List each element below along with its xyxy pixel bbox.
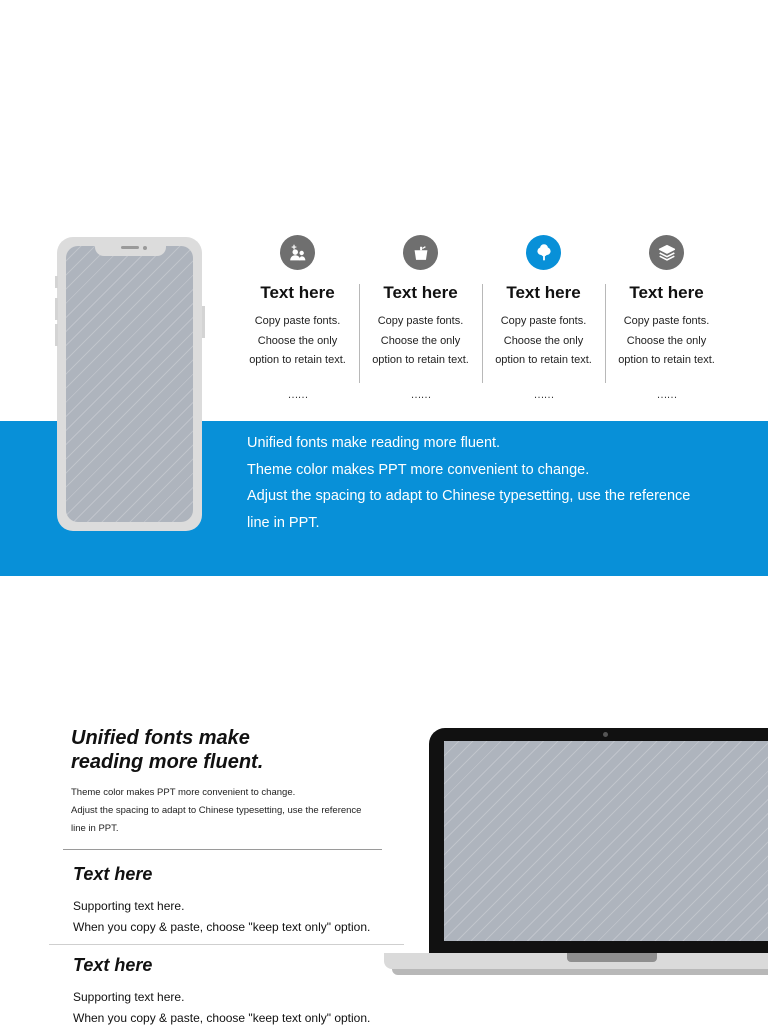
item-supporting-text: Supporting text here.	[73, 990, 185, 1004]
feature-body-line: Copy paste fonts.	[377, 315, 464, 327]
feature-body-line: option to retain text.	[249, 354, 346, 366]
slide-intro	[71, 784, 391, 838]
band-text-line: line in PPT.	[247, 514, 320, 531]
phone-speaker	[121, 246, 139, 249]
slide-intro-line: Adjust the spacing to adapt to Chinese typesetting, use the reference	[71, 805, 362, 816]
band-text	[247, 430, 717, 536]
feature-body-line: option to retain text.	[618, 354, 715, 366]
feature-title: Text here	[629, 283, 704, 302]
laptop-foot	[392, 969, 768, 975]
feature-body-line: Choose the only	[257, 334, 338, 347]
item-supporting-text: Supporting text here.	[73, 899, 185, 913]
feature-body	[482, 312, 605, 371]
feature-column-4	[605, 235, 728, 401]
phone-camera	[143, 246, 147, 250]
slide-title-line: reading more fluent.	[71, 751, 264, 773]
column-divider	[605, 284, 606, 383]
item-title: Text here	[73, 955, 153, 975]
laptop-notch	[567, 953, 657, 962]
slide-intro-line: Theme color makes PPT more convenient to change.	[71, 787, 296, 798]
feature-title: Text here	[383, 283, 458, 302]
feature-body-line: Copy paste fonts.	[254, 315, 341, 327]
laptop-camera	[603, 732, 608, 737]
phone-volume-up-button	[55, 298, 58, 320]
feature-ellipsis: ……	[656, 388, 677, 401]
column-divider	[359, 284, 360, 383]
feature-body-line: option to retain text.	[495, 354, 592, 366]
item-divider	[49, 944, 404, 945]
feature-title: Text here	[260, 283, 335, 302]
slide-intro-line: line in PPT.	[71, 823, 119, 834]
feature-body-line: option to retain text.	[372, 354, 469, 366]
section-divider	[63, 849, 382, 850]
layers-icon	[649, 235, 684, 270]
feature-body-line: Copy paste fonts.	[500, 315, 587, 327]
people-icon	[280, 235, 315, 270]
feature-ellipsis: ……	[533, 388, 554, 401]
column-divider	[482, 284, 483, 383]
laptop-screen-placeholder[interactable]	[444, 741, 768, 941]
feature-column-3	[482, 235, 605, 401]
phone-screen-placeholder[interactable]	[66, 246, 193, 522]
slide-title-line: Unified fonts make	[71, 727, 250, 749]
item-title: Text here	[73, 864, 153, 884]
basket-icon	[403, 235, 438, 270]
phone-power-button	[202, 306, 205, 338]
band-text-line: Theme color makes PPT more convenient to change.	[247, 461, 590, 478]
feature-body	[236, 312, 359, 371]
tree-icon	[526, 235, 561, 270]
feature-body-line: Choose the only	[380, 334, 461, 347]
feature-column-1	[236, 235, 359, 401]
phone-side-button	[55, 276, 58, 288]
band-text-line: Unified fonts make reading more fluent.	[247, 435, 501, 451]
feature-ellipsis: ……	[287, 388, 308, 401]
feature-body-line: Choose the only	[626, 334, 707, 347]
item-supporting-text: When you copy & paste, choose "keep text only" option.	[73, 1011, 371, 1025]
slide-title	[71, 726, 391, 774]
slide-laptop-text	[0, 600, 768, 1024]
feature-column-2	[359, 235, 482, 401]
feature-body	[605, 312, 728, 371]
feature-title: Text here	[506, 283, 581, 302]
band-text-line: Adjust the spacing to adapt to Chinese typesetting, use the reference	[247, 488, 691, 504]
feature-ellipsis: ……	[410, 388, 431, 401]
item-supporting-text: When you copy & paste, choose "keep text only" option.	[73, 920, 371, 934]
feature-body	[359, 312, 482, 371]
phone-volume-down-button	[55, 324, 58, 346]
feature-body-line: Choose the only	[503, 334, 584, 347]
phone-mockup	[57, 237, 202, 531]
feature-body-line: Copy paste fonts.	[623, 315, 710, 327]
